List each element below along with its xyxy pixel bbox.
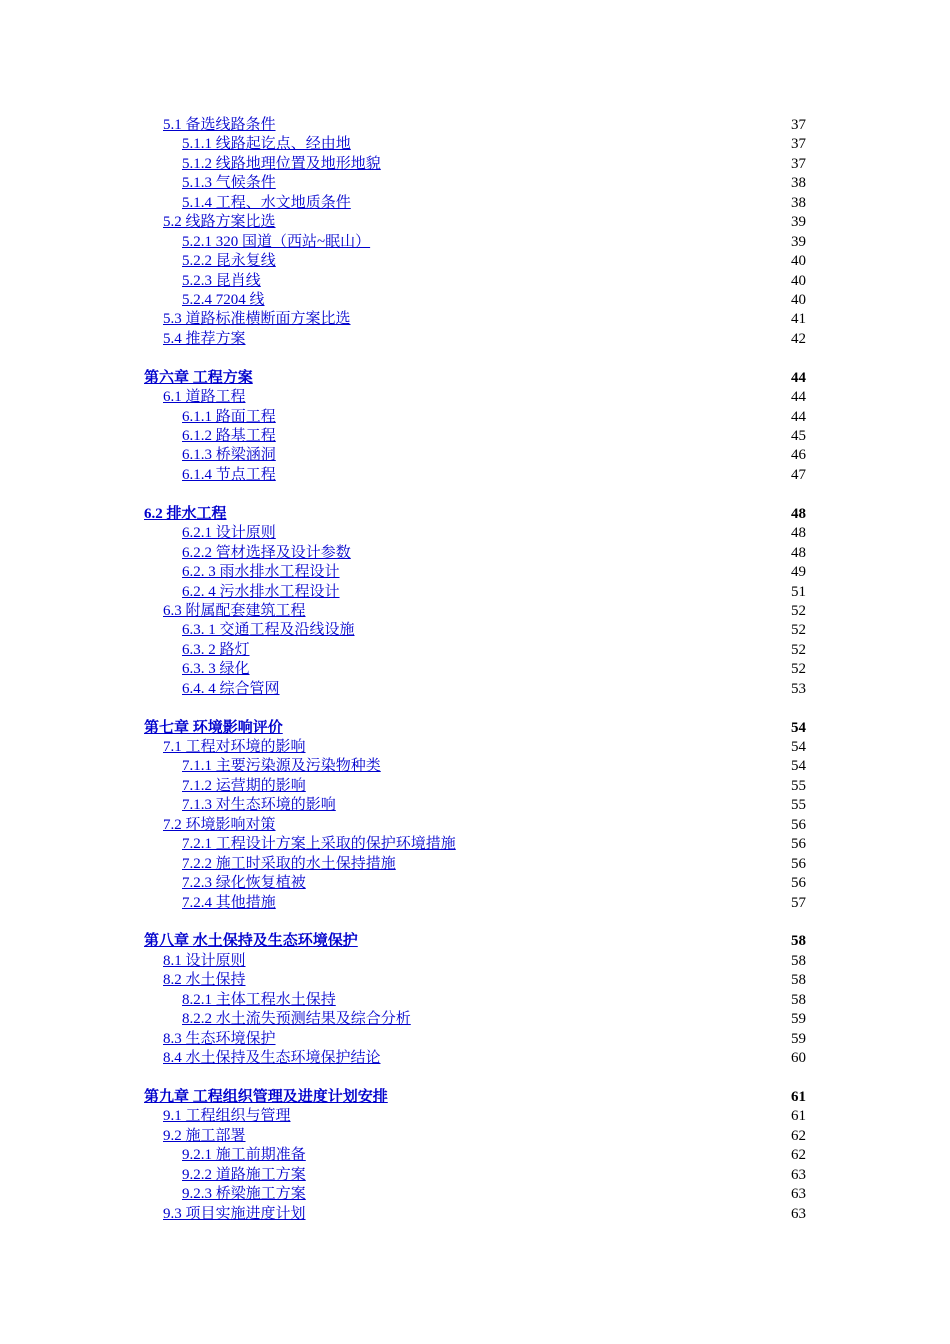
toc-subsection-entry (0, 544, 950, 563)
toc-page-number: 60 (791, 1050, 806, 1066)
toc-entry-link[interactable]: 9.1 工程组织与管理 (163, 1108, 291, 1125)
table-of-contents (0, 116, 950, 1224)
toc-entry-link[interactable]: 8.1 设计原则 (163, 952, 246, 969)
toc-page-number: 52 (791, 641, 806, 658)
toc-page-number: 41 (791, 311, 806, 328)
toc-subsection-entry (0, 680, 950, 699)
toc-page-number: 40 (791, 253, 806, 270)
toc-subsection-entry (0, 194, 950, 213)
toc-subsection-entry (0, 796, 950, 815)
toc-entry-link[interactable]: 7.1.1 主要污染源及污染物种类 (182, 758, 381, 775)
toc-page-number: 54 (791, 739, 806, 755)
toc-entry-link[interactable]: 9.2.3 桥梁施工方案 (182, 1186, 306, 1203)
toc-page-number: 61 (791, 1108, 806, 1125)
toc-spacer (0, 485, 950, 504)
toc-spacer (0, 699, 950, 718)
toc-section-entry (0, 816, 950, 835)
toc-subsection-entry (0, 446, 950, 465)
toc-page-number: 61 (791, 1088, 806, 1105)
toc-page-number: 55 (791, 777, 806, 794)
toc-page-number: 59 (791, 1030, 806, 1047)
toc-entry-link[interactable]: 6.1 道路工程 (163, 389, 246, 406)
toc-page-number: 62 (791, 1147, 806, 1164)
toc-section-entry (0, 971, 950, 990)
toc-page-number: 47 (791, 466, 806, 483)
toc-entry-link[interactable]: 6.1.3 桥梁涵洞 (182, 447, 276, 464)
toc-subsection-entry (0, 135, 950, 154)
toc-page-number: 52 (791, 661, 806, 678)
toc-subsection-entry (0, 1010, 950, 1029)
toc-page-number: 48 (791, 505, 806, 522)
toc-entry-link[interactable]: 第七章 环境影响评价 (144, 719, 283, 736)
toc-entry-link[interactable]: 6.2.1 设计原则 (182, 525, 276, 542)
toc-entry-link[interactable]: 8.2.1 主体工程水土保持 (182, 991, 336, 1008)
toc-section-entry (0, 602, 950, 621)
toc-subsection-entry (0, 524, 950, 543)
toc-page-number: 52 (791, 622, 806, 639)
toc-entry-link[interactable]: 7.1.2 运营期的影响 (182, 777, 306, 794)
toc-subsection-entry (0, 991, 950, 1010)
toc-chapter-entry (0, 932, 950, 951)
toc-entry-link[interactable]: 7.2 环境影响对策 (163, 816, 276, 833)
toc-subsection-entry (0, 272, 950, 291)
toc-section-entry (0, 1205, 950, 1224)
toc-subsection-entry (0, 1185, 950, 1204)
toc-page-number: 57 (791, 894, 806, 911)
toc-entry-link[interactable]: 6.1.2 路基工程 (182, 428, 276, 444)
toc-page-number: 56 (791, 855, 806, 872)
toc-entry-link[interactable]: 5.1.1 线路起讫点、经由地 (182, 136, 351, 153)
toc-entry-link[interactable]: 7.2.1 工程设计方案上采取的保护环境措施 (182, 836, 456, 853)
toc-entry-link[interactable]: 7.1.3 对生态环境的影响 (182, 797, 336, 814)
toc-subsection-entry (0, 894, 950, 913)
toc-section-entry (0, 952, 950, 971)
toc-entry-link[interactable]: 7.1 工程对环境的影响 (163, 739, 306, 755)
toc-subsection-entry (0, 427, 950, 446)
toc-page-number: 58 (791, 933, 806, 950)
toc-section-entry (0, 310, 950, 329)
toc-page-number: 56 (791, 875, 806, 892)
toc-subsection-entry (0, 233, 950, 252)
toc-entry-link[interactable]: 8.2 水土保持 (163, 972, 246, 989)
toc-section-entry (0, 388, 950, 407)
toc-subsection-entry (0, 855, 950, 874)
toc-entry-link[interactable]: 5.2.3 昆肖线 (182, 272, 261, 289)
toc-page-number: 62 (791, 1127, 806, 1144)
toc-page-number: 54 (791, 719, 806, 736)
toc-subsection-entry (0, 1166, 950, 1185)
toc-entry-link[interactable]: 6.4. 4 综合管网 (182, 680, 280, 697)
toc-subsection-entry (0, 621, 950, 640)
toc-entry-link[interactable]: 8.2.2 水土流失预测结果及综合分析 (182, 1011, 411, 1028)
toc-entry-link[interactable]: 9.3 项目实施进度计划 (163, 1205, 306, 1222)
toc-entry-link[interactable]: 6.3. 2 路灯 (182, 641, 250, 658)
toc-page-number: 56 (791, 816, 806, 833)
toc-page-number: 55 (791, 797, 806, 814)
toc-entry-link[interactable]: 5.3 道路标准横断面方案比选 (163, 311, 351, 328)
toc-chapter-entry (0, 719, 950, 738)
toc-subsection-entry (0, 1146, 950, 1165)
toc-entry-link[interactable]: 6.2. 4 污水排水工程设计 (182, 583, 340, 600)
toc-section-entry (0, 213, 950, 232)
toc-page-number: 63 (791, 1166, 806, 1183)
toc-entry-link[interactable]: 7.2.2 施工时采取的水土保持措施 (182, 855, 396, 872)
toc-page-number: 37 (791, 136, 806, 153)
toc-subsection-entry (0, 583, 950, 602)
toc-section-entry (0, 1030, 950, 1049)
toc-page-number: 49 (791, 564, 806, 581)
toc-entry-link[interactable]: 6.3. 1 交通工程及沿线设施 (182, 622, 355, 639)
toc-subsection-entry (0, 408, 950, 427)
toc-page-number: 58 (791, 972, 806, 989)
toc-entry-link[interactable]: 9.2 施工部署 (163, 1127, 246, 1144)
toc-spacer (0, 349, 950, 368)
toc-subsection-entry (0, 874, 950, 893)
toc-subsection-entry (0, 155, 950, 174)
toc-entry-link[interactable]: 5.2 线路方案比选 (163, 214, 276, 231)
toc-entry-link[interactable]: 5.2.1 320 国道（西站~眠山） (182, 233, 371, 250)
toc-entry-link[interactable]: 5.2.2 昆永复线 (182, 253, 276, 270)
toc-entry-link[interactable]: 6.3 附属配套建筑工程 (163, 602, 306, 619)
toc-page-number: 53 (791, 680, 806, 697)
toc-entry-link[interactable]: 6.3. 3 绿化 (182, 661, 250, 678)
toc-entry-link[interactable]: 8.3 生态环境保护 (163, 1030, 276, 1047)
toc-subsection-entry (0, 660, 950, 679)
toc-subsection-entry (0, 174, 950, 193)
toc-page-number: 40 (791, 291, 806, 308)
toc-entry-link[interactable]: 5.1.4 工程、水文地质条件 (182, 194, 351, 211)
toc-page-number: 58 (791, 991, 806, 1008)
toc-page-number: 37 (791, 117, 806, 133)
toc-page-number: 58 (791, 952, 806, 969)
toc-subsection-entry (0, 563, 950, 582)
toc-page-number: 44 (791, 408, 806, 425)
toc-page-number: 38 (791, 194, 806, 211)
toc-entry-link[interactable]: 6.2. 3 雨水排水工程设计 (182, 564, 340, 581)
toc-page-number: 37 (791, 155, 806, 172)
toc-section-entry (0, 1107, 950, 1126)
toc-page-number: 56 (791, 836, 806, 853)
toc-entry-link[interactable]: 7.2.3 绿化恢复植被 (182, 875, 306, 892)
toc-entry-link[interactable]: 5.2.4 7204 线 (182, 291, 265, 308)
toc-page-number: 52 (791, 602, 806, 619)
toc-entry-link[interactable]: 8.4 水土保持及生态环境保护结论 (163, 1050, 381, 1066)
toc-entry-link[interactable]: 第八章 水土保持及生态环境保护 (144, 933, 358, 950)
toc-chapter-entry (0, 369, 950, 388)
toc-page-number: 40 (791, 272, 806, 289)
toc-page-number: 39 (791, 233, 806, 250)
toc-page-number: 39 (791, 214, 806, 231)
toc-page-number: 48 (791, 544, 806, 561)
toc-chapter-entry (0, 505, 950, 524)
toc-entry-link[interactable]: 7.2.4 其他措施 (182, 894, 276, 911)
toc-subsection-entry (0, 252, 950, 271)
toc-page-number: 46 (791, 447, 806, 464)
toc-page-number: 42 (791, 330, 806, 347)
toc-entry-link[interactable]: 第六章 工程方案 (144, 369, 253, 386)
toc-page-number: 54 (791, 758, 806, 775)
toc-subsection-entry (0, 835, 950, 854)
toc-entry-link[interactable]: 6.2.2 管材选择及设计参数 (182, 544, 351, 561)
toc-section-entry (0, 116, 950, 135)
toc-page-number: 63 (791, 1205, 806, 1222)
toc-entry-link[interactable]: 5.1.3 气候条件 (182, 175, 276, 192)
toc-subsection-entry (0, 466, 950, 485)
toc-chapter-entry (0, 1088, 950, 1107)
toc-page-number: 59 (791, 1011, 806, 1028)
toc-page-number: 48 (791, 525, 806, 542)
toc-section-entry (0, 738, 950, 757)
toc-spacer (0, 1068, 950, 1087)
toc-page-number: 45 (791, 428, 806, 444)
toc-subsection-entry (0, 757, 950, 776)
toc-page-number: 63 (791, 1186, 806, 1203)
toc-section-entry (0, 1127, 950, 1146)
toc-spacer (0, 913, 950, 932)
toc-section-entry (0, 1049, 950, 1068)
toc-entry-link[interactable]: 9.2.2 道路施工方案 (182, 1166, 306, 1183)
toc-section-entry (0, 330, 950, 349)
toc-entry-link[interactable]: 第九章 工程组织管理及进度计划安排 (144, 1088, 388, 1105)
toc-entry-link[interactable]: 6.1.4 节点工程 (182, 466, 276, 483)
toc-page-number: 44 (791, 389, 806, 406)
toc-subsection-entry (0, 777, 950, 796)
toc-subsection-entry (0, 291, 950, 310)
toc-page-number: 51 (791, 583, 806, 600)
toc-entry-link[interactable]: 6.2 排水工程 (144, 505, 227, 522)
toc-entry-link[interactable]: 5.1 备选线路条件 (163, 117, 276, 133)
toc-page-number: 38 (791, 175, 806, 192)
toc-entry-link[interactable]: 5.1.2 线路地理位置及地形地貌 (182, 155, 381, 172)
toc-entry-link[interactable]: 9.2.1 施工前期准备 (182, 1147, 306, 1164)
toc-subsection-entry (0, 641, 950, 660)
toc-entry-link[interactable]: 6.1.1 路面工程 (182, 408, 276, 425)
toc-entry-link[interactable]: 5.4 推荐方案 (163, 330, 246, 347)
toc-page-number: 44 (791, 369, 806, 386)
